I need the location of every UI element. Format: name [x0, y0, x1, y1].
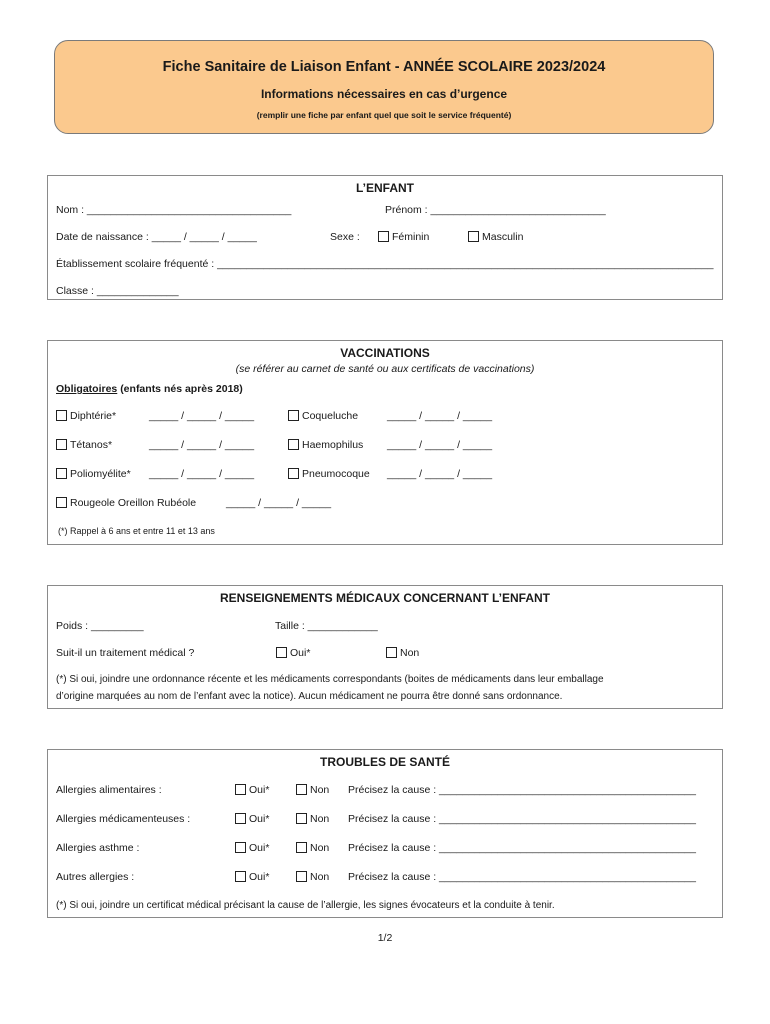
allergy-oui-option[interactable]: [235, 871, 269, 883]
poids-field[interactable]: Poids : _________: [56, 620, 144, 632]
vaccinations-subtitle: (se référer au carnet de santé ou aux certificats de vaccinations): [235, 363, 535, 375]
allergy-label: Allergies médicamenteuses :: [56, 813, 191, 825]
section-title-vaccinations: VACCINATIONS: [340, 346, 430, 360]
vaccine-label: Coqueluche: [302, 410, 359, 422]
traitement-non-option[interactable]: [386, 647, 419, 659]
traitement-non-checkbox[interactable]: [386, 647, 397, 658]
vaccine-option[interactable]: [56, 468, 131, 480]
allergy-precisez-field[interactable]: Précisez la cause : ____________________________________________: [348, 813, 696, 825]
allergy-label: Allergies alimentaires :: [56, 784, 162, 796]
traitement-non-label: Non: [400, 647, 420, 659]
section-title-enfant: L’ENFANT: [355, 181, 414, 195]
obligatoires-heading: [56, 383, 243, 395]
section-enfant: [47, 175, 723, 300]
vaccine-label: Diphtérie*: [70, 410, 117, 422]
etablissement-field[interactable]: Établissement scolaire fréquenté : _____________________________________________________________________________________: [56, 258, 714, 270]
allergy-oui-option[interactable]: [235, 784, 269, 796]
section-title-troubles: TROUBLES DE SANTÉ: [319, 755, 450, 769]
allergy-oui-option[interactable]: [235, 842, 269, 854]
header-banner: [54, 40, 714, 134]
sexe-label: Sexe :: [330, 231, 360, 243]
allergy-label: Autres allergies :: [56, 871, 135, 883]
medical-note-line2: d’origine marquées au nom de l’enfant avec la notice). Aucun médicament ne pourra être donné sans ordonnance.: [56, 691, 563, 702]
traitement-oui-checkbox[interactable]: [276, 647, 287, 658]
allergy-oui-checkbox[interactable]: [235, 842, 246, 853]
vaccinations-footnote: (*) Rappel à 6 ans et entre 11 et 13 ans: [58, 526, 215, 536]
vaccine-label: Poliomyélite*: [70, 468, 131, 480]
allergy-non-checkbox[interactable]: [296, 842, 307, 853]
feminin-option[interactable]: [378, 231, 429, 243]
section-troubles: [47, 749, 723, 918]
allergy-oui-checkbox[interactable]: [235, 784, 246, 795]
allergy-precisez-field[interactable]: Précisez la cause : ____________________________________________: [348, 871, 696, 883]
allergy-non-option[interactable]: [296, 842, 329, 854]
nom-field[interactable]: Nom : ___________________________________: [56, 204, 292, 216]
vaccine-date[interactable]: _____ / _____ / _____: [387, 410, 493, 422]
vaccine-date[interactable]: _____ / _____ / _____: [387, 468, 493, 480]
obligatoires-label: Obligatoires: [56, 383, 118, 395]
taille-field[interactable]: Taille : ____________: [275, 620, 378, 632]
masculin-label: Masculin: [482, 231, 524, 243]
vaccine-checkbox[interactable]: [56, 497, 67, 508]
classe-field[interactable]: Classe : ______________: [56, 285, 179, 297]
traitement-oui-label: Oui*: [290, 647, 311, 659]
date-naissance-field[interactable]: Date de naissance : _____ / _____ / _____: [56, 231, 257, 243]
vaccine-checkbox[interactable]: [56, 439, 67, 450]
allergy-oui-label: Oui*: [249, 784, 270, 796]
form-subtitle: Informations nécessaires en cas d’urgence: [260, 87, 508, 101]
vaccine-option[interactable]: [288, 468, 370, 480]
allergy-oui-option[interactable]: [235, 813, 269, 825]
allergy-non-checkbox[interactable]: [296, 813, 307, 824]
traitement-oui-option[interactable]: [276, 647, 310, 659]
allergy-precisez-field[interactable]: Précisez la cause : ____________________________________________: [348, 842, 696, 854]
vaccine-option[interactable]: [288, 410, 358, 422]
vaccine-date[interactable]: _____ / _____ / _____: [149, 410, 255, 422]
masculin-checkbox[interactable]: [468, 231, 479, 242]
form-note: (remplir une fiche par enfant quel que soit le service fréquenté): [256, 110, 512, 120]
vaccine-checkbox[interactable]: [56, 410, 67, 421]
vaccine-date[interactable]: _____ / _____ / _____: [149, 468, 255, 480]
allergy-oui-label: Oui*: [249, 813, 270, 825]
prenom-field[interactable]: Prénom : ______________________________: [385, 204, 606, 216]
allergy-precisez-field[interactable]: Précisez la cause : ____________________________________________: [348, 784, 696, 796]
masculin-option[interactable]: [468, 231, 523, 243]
vaccine-label: Rougeole Oreillon Rubéole: [70, 497, 197, 509]
feminin-label: Féminin: [392, 231, 430, 243]
allergy-non-option[interactable]: [296, 871, 329, 883]
feminin-checkbox[interactable]: [378, 231, 389, 242]
page-number: 1/2: [377, 932, 393, 944]
vaccine-checkbox[interactable]: [288, 468, 299, 479]
section-title-medical: RENSEIGNEMENTS MÉDICAUX CONCERNANT L’ENFANT: [219, 591, 551, 605]
vaccine-label: Pneumocoque: [302, 468, 370, 480]
vaccine-option[interactable]: [56, 410, 116, 422]
vaccine-date[interactable]: _____ / _____ / _____: [226, 497, 332, 509]
allergy-non-option[interactable]: [296, 784, 329, 796]
troubles-note: (*) Si oui, joindre un certificat médical précisant la cause de l’allergie, les signes évocateurs et la conduite à tenir.: [56, 900, 555, 911]
obligatoires-suffix: (enfants nés après 2018): [120, 383, 243, 395]
vaccine-checkbox[interactable]: [288, 439, 299, 450]
allergy-non-label: Non: [310, 813, 330, 825]
allergy-non-checkbox[interactable]: [296, 871, 307, 882]
vaccine-label: Tétanos*: [70, 439, 113, 451]
allergy-oui-label: Oui*: [249, 842, 270, 854]
allergy-non-label: Non: [310, 871, 330, 883]
vaccine-date[interactable]: _____ / _____ / _____: [387, 439, 493, 451]
allergy-oui-checkbox[interactable]: [235, 813, 246, 824]
section-vaccinations: [47, 340, 723, 545]
medical-note-line1: (*) Si oui, joindre une ordonnance récente et les médicaments correspondants (boites de médicaments dans leur emballage: [56, 674, 604, 685]
vaccine-checkbox[interactable]: [56, 468, 67, 479]
allergy-oui-label: Oui*: [249, 871, 270, 883]
vaccine-option[interactable]: [288, 439, 363, 451]
vaccine-option[interactable]: [56, 439, 112, 451]
allergy-non-label: Non: [310, 842, 330, 854]
section-medical: [47, 585, 723, 709]
vaccine-date[interactable]: _____ / _____ / _____: [149, 439, 255, 451]
form-title: Fiche Sanitaire de Liaison Enfant - ANNÉE SCOLAIRE 2023/2024: [162, 59, 606, 75]
allergy-non-option[interactable]: [296, 813, 329, 825]
vaccine-checkbox[interactable]: [288, 410, 299, 421]
vaccine-option[interactable]: [56, 497, 196, 509]
allergy-non-checkbox[interactable]: [296, 784, 307, 795]
vaccine-label: Haemophilus: [302, 439, 364, 451]
allergy-non-label: Non: [310, 784, 330, 796]
allergy-oui-checkbox[interactable]: [235, 871, 246, 882]
allergy-label: Allergies asthme :: [56, 842, 140, 854]
traitement-question: Suit-il un traitement médical ?: [56, 647, 195, 659]
